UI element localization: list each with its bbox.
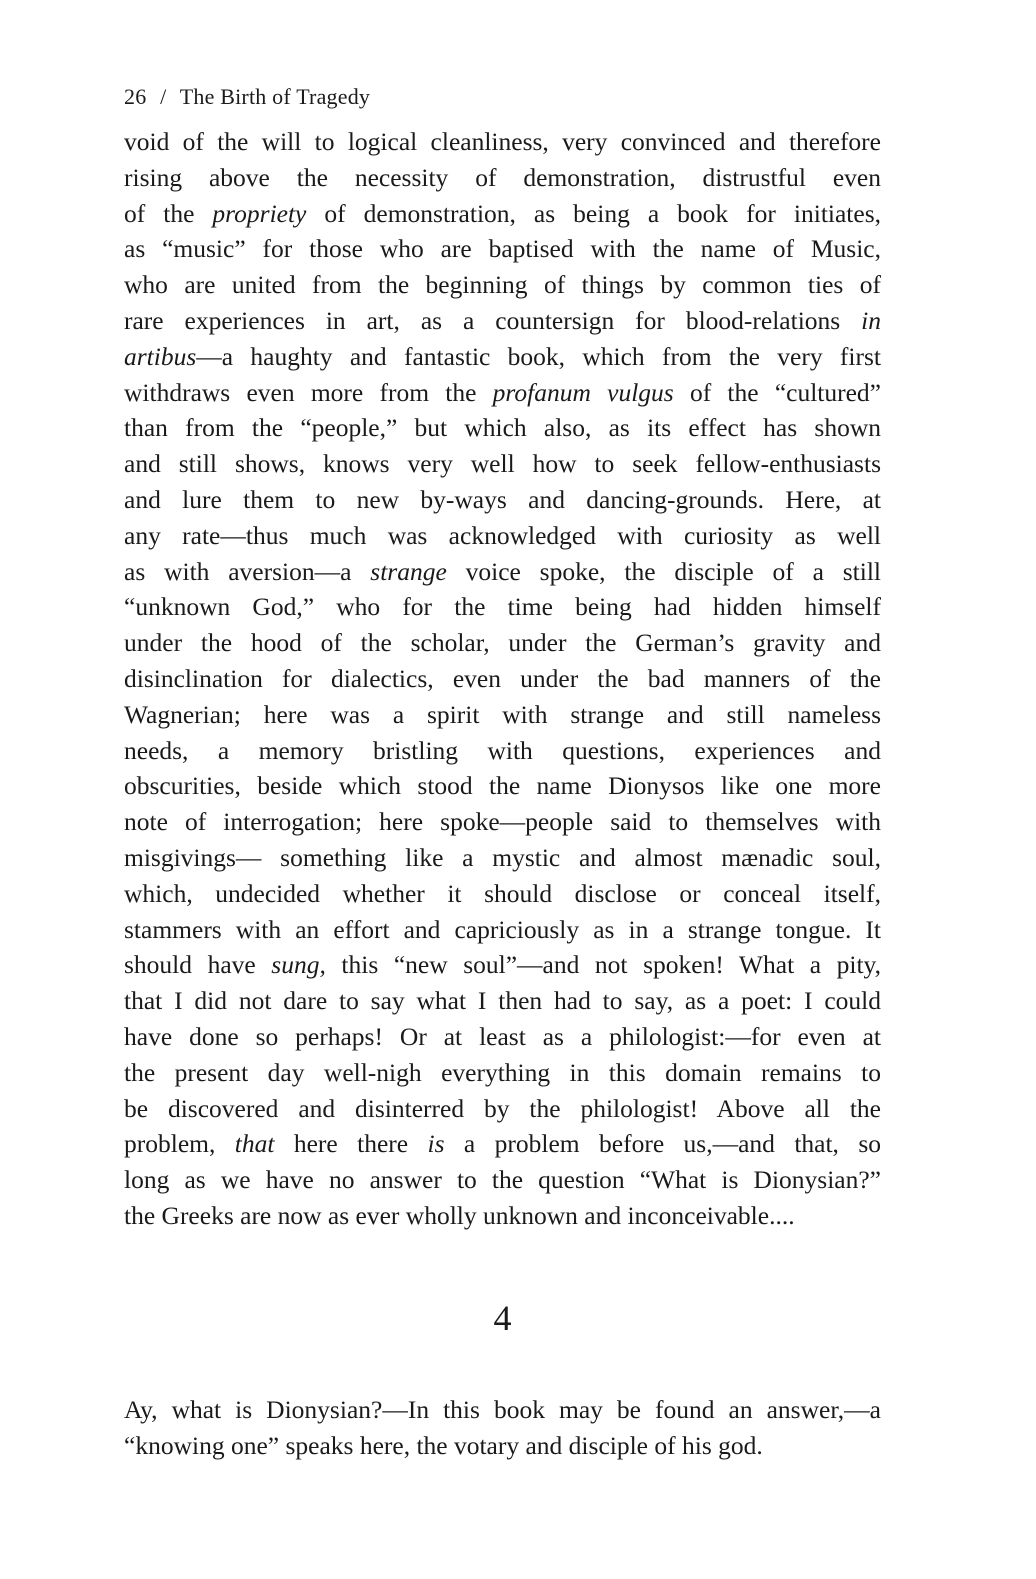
- text-run: of the “cultured”: [673, 377, 881, 407]
- text-run: than from the “people,” but which also, as its effect has shown: [124, 413, 881, 443]
- text-line: [124, 589, 881, 625]
- text-run: should have: [124, 950, 272, 980]
- text-line: [124, 876, 881, 912]
- text-run: of the: [124, 198, 213, 228]
- text-run: as with aversion—a: [124, 556, 371, 586]
- text-line: [124, 303, 881, 339]
- text-line: [124, 804, 881, 840]
- text-run: have done so perhaps! Or at least as a philologist:—for even at: [124, 1021, 881, 1051]
- text-run: obscurities, beside which stood the name Dionysos like one more: [124, 771, 881, 801]
- text-line: [124, 1428, 881, 1464]
- text-line: [124, 1091, 881, 1127]
- section-number: 4: [493, 1297, 512, 1338]
- text-run: problem,: [124, 1129, 235, 1159]
- section-text: [124, 1392, 881, 1464]
- text-run: which, undecided whether it should disclose or conceal itself,: [124, 878, 881, 908]
- text-line: [124, 446, 881, 482]
- text-run: rare experiences in art, as a countersign for blood-relations: [124, 305, 862, 335]
- text-run: Ay, what is Dionysian?—In this book may be found an answer,—a: [124, 1394, 881, 1424]
- italic-text: is: [427, 1129, 445, 1159]
- italic-text: sung,: [271, 950, 326, 980]
- text-line: [124, 518, 881, 554]
- text-line: [124, 625, 881, 661]
- text-run: misgivings— something like a mystic and almost mænadic soul,: [124, 842, 881, 872]
- italic-text: propriety: [212, 198, 307, 228]
- text-run: “knowing one” speaks here, the votary and disciple of his god.: [124, 1430, 763, 1460]
- book-page: [124, 80, 881, 1463]
- text-line: [124, 482, 881, 518]
- text-run: this “new soul”—and not spoken! What a pity,: [325, 950, 881, 980]
- running-head-separator: /: [160, 84, 167, 109]
- running-head: [124, 80, 881, 114]
- text-line: [124, 160, 881, 196]
- text-run: “unknown God,” who for the time being had hidden himself: [124, 592, 881, 622]
- text-run: under the hood of the scholar, under the German’s gravity and: [124, 628, 881, 658]
- text-run: the Greeks are now as ever wholly unknown and inconceivable....: [124, 1200, 795, 1230]
- body-text: [124, 124, 881, 1234]
- text-run: of demonstration, as being a book for initiates,: [306, 198, 882, 228]
- italic-text: artibus: [124, 341, 197, 371]
- text-line: [124, 339, 881, 375]
- text-line: [124, 947, 881, 983]
- text-line: [124, 1055, 881, 1091]
- text-run: void of the will to logical cleanliness, very convinced and therefore: [124, 127, 881, 156]
- text-run: as “music” for those who are baptised with the name of Music,: [124, 234, 881, 264]
- text-run: any rate—thus much was acknowledged with curiosity as well: [124, 520, 881, 550]
- text-line: [124, 196, 881, 232]
- text-run: voice spoke, the disciple of a still: [446, 556, 881, 586]
- italic-text: that: [234, 1129, 275, 1159]
- text-run: and still shows, knows very well how to seek fellow-enthusiasts: [124, 449, 881, 479]
- text-run: —a haughty and fantastic book, which from the very first: [196, 341, 881, 371]
- text-line: [124, 231, 881, 267]
- text-run: long as we have no answer to the question “What is Dionysian?”: [124, 1165, 881, 1195]
- text-line: [124, 1392, 881, 1428]
- text-run: a problem before us,—and that, so: [444, 1129, 882, 1159]
- text-line: [124, 768, 881, 804]
- text-line: [124, 554, 881, 590]
- text-run: and lure them to new by-ways and dancing-grounds. Here, at: [124, 484, 881, 514]
- text-line: [124, 1019, 881, 1055]
- text-line: [124, 840, 881, 876]
- text-run: Wagnerian; here was a spirit with strange and still nameless: [124, 699, 881, 729]
- italic-text: profanum vulgus: [492, 377, 674, 407]
- text-run: rising above the necessity of demonstration, distrustful even: [124, 162, 881, 192]
- book-title: The Birth of Tragedy: [179, 84, 371, 109]
- text-run: be discovered and disinterred by the philologist! Above all the: [124, 1093, 881, 1123]
- text-line: [124, 1198, 881, 1234]
- text-line: [124, 983, 881, 1019]
- text-run: the present day well-nigh everything in this domain remains to: [124, 1057, 881, 1087]
- text-run: that I did not dare to say what I then had to say, as a poet: I could: [124, 986, 881, 1016]
- text-run: note of interrogation; here spoke—people said to themselves with: [124, 807, 881, 837]
- text-line: [124, 1162, 881, 1198]
- text-run: needs, a memory bristling with questions, experiences and: [124, 735, 881, 765]
- text-run: stammers with an effort and capriciously as in a strange tongue. It: [124, 914, 881, 944]
- text-run: withdraws even more from the: [124, 377, 493, 407]
- text-line: [124, 1126, 881, 1162]
- text-line: [124, 733, 881, 769]
- text-line: [124, 912, 881, 948]
- text-line: [124, 410, 881, 446]
- text-line: [124, 697, 881, 733]
- italic-text: strange: [370, 556, 447, 586]
- text-run: here there: [274, 1129, 428, 1159]
- italic-text: in: [861, 305, 881, 335]
- text-line: [124, 267, 881, 303]
- text-line: [124, 661, 881, 697]
- text-run: disinclination for dialectics, even under the bad manners of the: [124, 663, 881, 693]
- text-run: who are united from the beginning of things by common ties of: [124, 270, 881, 300]
- page-number: 26: [124, 84, 147, 109]
- text-line: [124, 375, 881, 411]
- text-line: [124, 124, 881, 160]
